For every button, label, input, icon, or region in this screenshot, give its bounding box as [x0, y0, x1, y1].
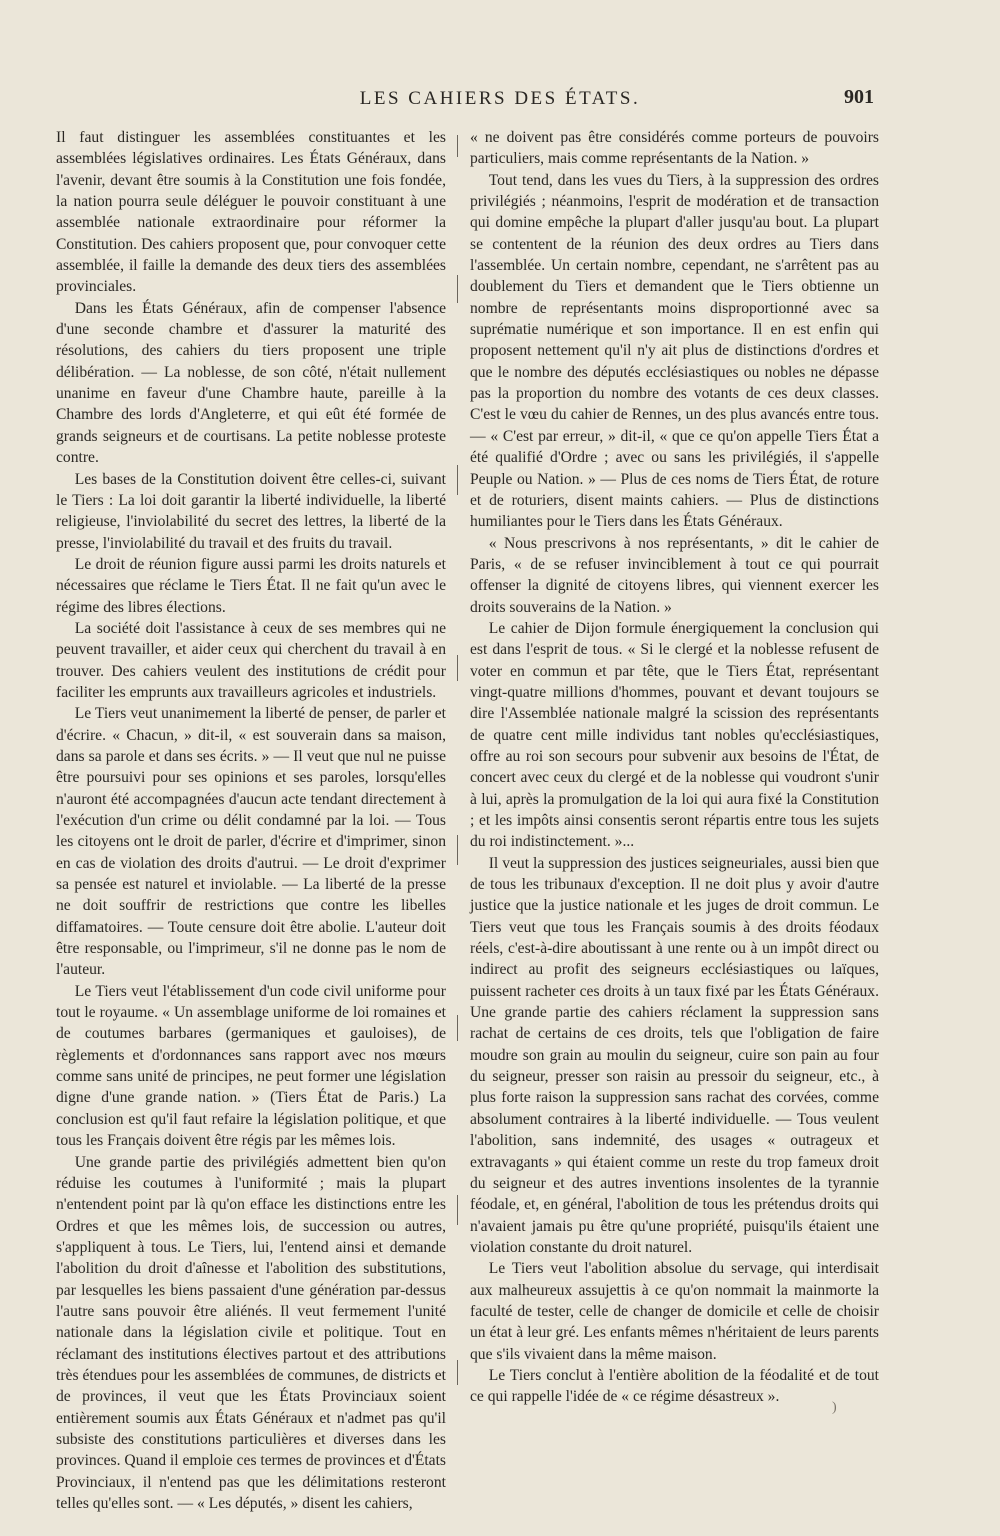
paragraph: Le Tiers veut l'abolition absolue du servage, qui interdisait aux malheureux assujettis à ce qu'on nommait la mainmorte la faculté de tester, celle de changer de domicile et celle de choisir un état à leur gré. Les enfants mêmes n'héritaient de leurs parents que s'ils vivaient dans la même maison.	[470, 1260, 879, 1363]
column-divider	[457, 135, 458, 1385]
left-column	[56, 127, 446, 1514]
paragraph: Une grande partie des privilégiés admettent bien qu'on réduise les coutumes à l'uniformité ; mais la plupart n'entendent point par là qu'on efface les distinctions entre les Ordres et que les mêmes lois, de succession ou autres, s'appliquent à tous. Le Tiers, lui, l'entend ainsi et demande l'abolition du droit d'aînesse et l'abolition des substitutions, par lesquelles les biens passaient d'une génération par-dessus l'autre sans pouvoir être aliénés. Il veut fermement l'unité nationale dans la législation civile et politique. Tout en réclamant des institutions électives partout et des attributions très étendues pour les assemblées de communes, de districts et de provinces, il veut que les États Provinciaux soient entièrement soumis aux États Généraux et n'admet pas qu'il subsiste des constitutions particulières et diverses dans les provinces. Quand il emploie ces termes de provinces et d'États Provinciaux, il n'entend pas que les délimitations resteront telles qu'elles sont. — « Les députés, » disent les cahiers,	[56, 1153, 446, 1512]
paragraph: Le Tiers veut l'établissement d'un code civil uniforme pour tout le royaume. « Un assemblage uniforme de loi romaines et de coutumes barbares (germaniques et gauloises), de règlements et d'ordonnances sans rapport avec nos mœurs comme sans unité de principes, ne peut former une législation digne d'une grande nation. » (Tiers État de Paris.) La conclusion est qu'il faut refaire la législation politique, et que tous les Français doivent être régis par les mêmes lois.	[56, 982, 446, 1150]
paragraph: Les bases de la Constitution doivent être celles-ci, suivant le Tiers : La loi doit garantir la liberté individuelle, la liberté religieuse, l'inviolabilité du secret des lettres, la liberté de la presse, l'inviolabilité du travail et des fruits du travail.	[56, 470, 446, 552]
paragraph: Il veut la suppression des justices seigneuriales, aussi bien que de tous les tribunaux d'exception. Il ne doit plus y avoir d'autre justice que la justice nationale et les juges de droit commun. Le Tiers veut que tous les Français soumis à des droits féodaux réels, c'est-à-dire aboutissant à une rente ou à un impôt direct ou indirect au profit des seigneurs ecclésiastiques ou laïques, puissent racheter ces droits à un taux fixé par les États Généraux. Une grande partie des cahiers réclament la suppression sans rachat de certains de ces droits, tels que l'obligation de faire moudre son grain au moulin du seigneur, cuire son pain au four du seigneur, presser son raisin au pressoir du seigneur, etc., à plus forte raison la suppression sans rachat des corvées, comme absolument contraires à la liberté individuelle. — Tous veulent l'abolition, sans indemnité, des usages « outrageux et extravagants » qui étaient comme un reste du trop fameux droit du seigneur et des autres inventions insolentes de la tyrannie féodale, et, en général, l'abolition de tous les prétendus droits qui n'avaient jamais pu être qu'une propriété, puisqu'ils étaient une violation constante du droit naturel.	[470, 854, 879, 1256]
stray-mark: )	[832, 1400, 837, 1415]
paragraph: Le Tiers veut unanimement la liberté de penser, de parler et d'écrire. « Chacun, » dit-il, « est souverain dans sa maison, dans sa parole et dans ses écrits. » — Il veut que nul ne puisse être poursuivi pour ses opinions et ses paroles, lorsqu'elles n'auront été accompagnées d'aucun acte tendant directement à l'exécution d'un crime ou délit condamné par la loi. — Tous les citoyens ont le droit de parler, d'écrire et d'imprimer, sinon en cas de violation des droits d'autrui. — Le droit d'exprimer sa pensée est naturel et inviolable. — La liberté de la presse ne doit souffrir de restrictions que contre les libelles diffamatoires. — Toute censure doit être abolie. L'auteur doit être responsable, ou l'imprimeur, s'il ne donne pas le nom de l'auteur.	[56, 705, 446, 979]
paragraph: Il faut distinguer les assemblées constituantes et les assemblées législatives ordinaires. Les États Généraux, dans l'avenir, devant être soumis à la Constitution une fois fondée, la nation pourra seule déléguer le pouvoir constituant à une assemblée nationale extraordinaire pour réformer la Constitution. Des cahiers proposent que, pour convoquer cette assemblée, il faille la demande des deux tiers des assemblées provinciales.	[56, 129, 446, 296]
paragraph: Le cahier de Dijon formule énergiquement la conclusion qui est dans l'esprit de tous. « Si le clergé et la noblesse refusent de voter en commun et par tête, que le Tiers État, représentant vingt-quatre millions d'hommes, pouvant et devant toujours se dire l'Assemblée nationale malgré la scission des représentants de quatre cent mille individus tant nobles qu'ecclésiastiques, offre au roi son secours pour subvenir aux besoins de l'État, de concert avec ceux du clergé et de la noblesse qui voudront s'unir à lui, après la promulgation de la loi qui aura fixé la Constitution ; et les impôts ainsi consentis seront répartis entre tous les sujets du roi indistinctement. »...	[470, 619, 879, 851]
paragraph: « Nous prescrivons à nos représentants, » dit le cahier de Paris, « de se refuser invinciblement à tout ce qui pourrait offenser la dignité de citoyens libres, qui viennent exercer les droits souverains de la Nation. »	[470, 534, 879, 616]
paragraph: La société doit l'assistance à ceux de ses membres qui ne peuvent travailler, et aider ceux qui cherchent du travail à en trouver. Des cahiers veulent des institutions de crédit pour faciliter les emprunts aux travailleurs agricoles et industriels.	[56, 619, 446, 701]
running-head	[0, 86, 1000, 116]
paragraph: Le Tiers conclut à l'entière abolition de la féodalité et de tout ce qui rappelle l'idée de « ce régime désastreux ».	[470, 1366, 879, 1406]
page-number: 901	[844, 86, 874, 108]
paragraph: Le droit de réunion figure aussi parmi les droits naturels et nécessaires que réclame le Tiers État. Il ne fait qu'un avec le régime des libres élections.	[56, 555, 446, 616]
paragraph: « ne doivent pas être considérés comme porteurs de pouvoirs particuliers, mais comme représentants de la Nation. »	[470, 129, 879, 168]
paragraph: Dans les États Généraux, afin de compenser l'absence d'une seconde chambre et d'assurer la maturité des résolutions, des cahiers du tiers proposent une triple délibération. — La noblesse, de son côté, n'était nullement unanime en faveur d'une Chambre haute, pareille à la Chambre des lords d'Angleterre, et qui eût été formée de grands seigneurs et de courtisans. La petite noblesse proteste contre.	[56, 299, 446, 467]
paragraph: Tout tend, dans les vues du Tiers, à la suppression des ordres privilégiés ; néanmoins, l'esprit de modération et de transaction qui domine empêche la plupart d'aller jusqu'au bout. La plupart se contentent de la réunion des deux ordres au Tiers dans l'assemblée. Un certain nombre, cependant, ne s'arrêtent pas au doublement du Tiers et demandent que le Tiers obtienne un nombre de représentants moins disproportionné avec sa suprématie numérique et son importance. Il en est enfin qui proposent nettement qu'il n'y ait plus de distinctions d'ordres et que le nombre des députés ecclésiastiques ou nobles ne dépasse pas la proportion du nombre des votants de ces deux classes. C'est le vœu du cahier de Rennes, un des plus avancés entre tous. — « C'est par erreur, » dit-il, « que ce qu'on appelle Tiers État a été qualifié d'Ordre ; avec ou sans les privilégiés, il s'appelle Peuple ou Nation. » — Plus de ces noms de Tiers État, de roture et de roturiers, disent maints cahiers. — Plus de distinctions humiliantes pour le Tiers dans les États Généraux.	[470, 171, 879, 531]
running-title: LES CAHIERS DES ÉTATS.	[359, 88, 641, 109]
right-column	[470, 127, 879, 1408]
